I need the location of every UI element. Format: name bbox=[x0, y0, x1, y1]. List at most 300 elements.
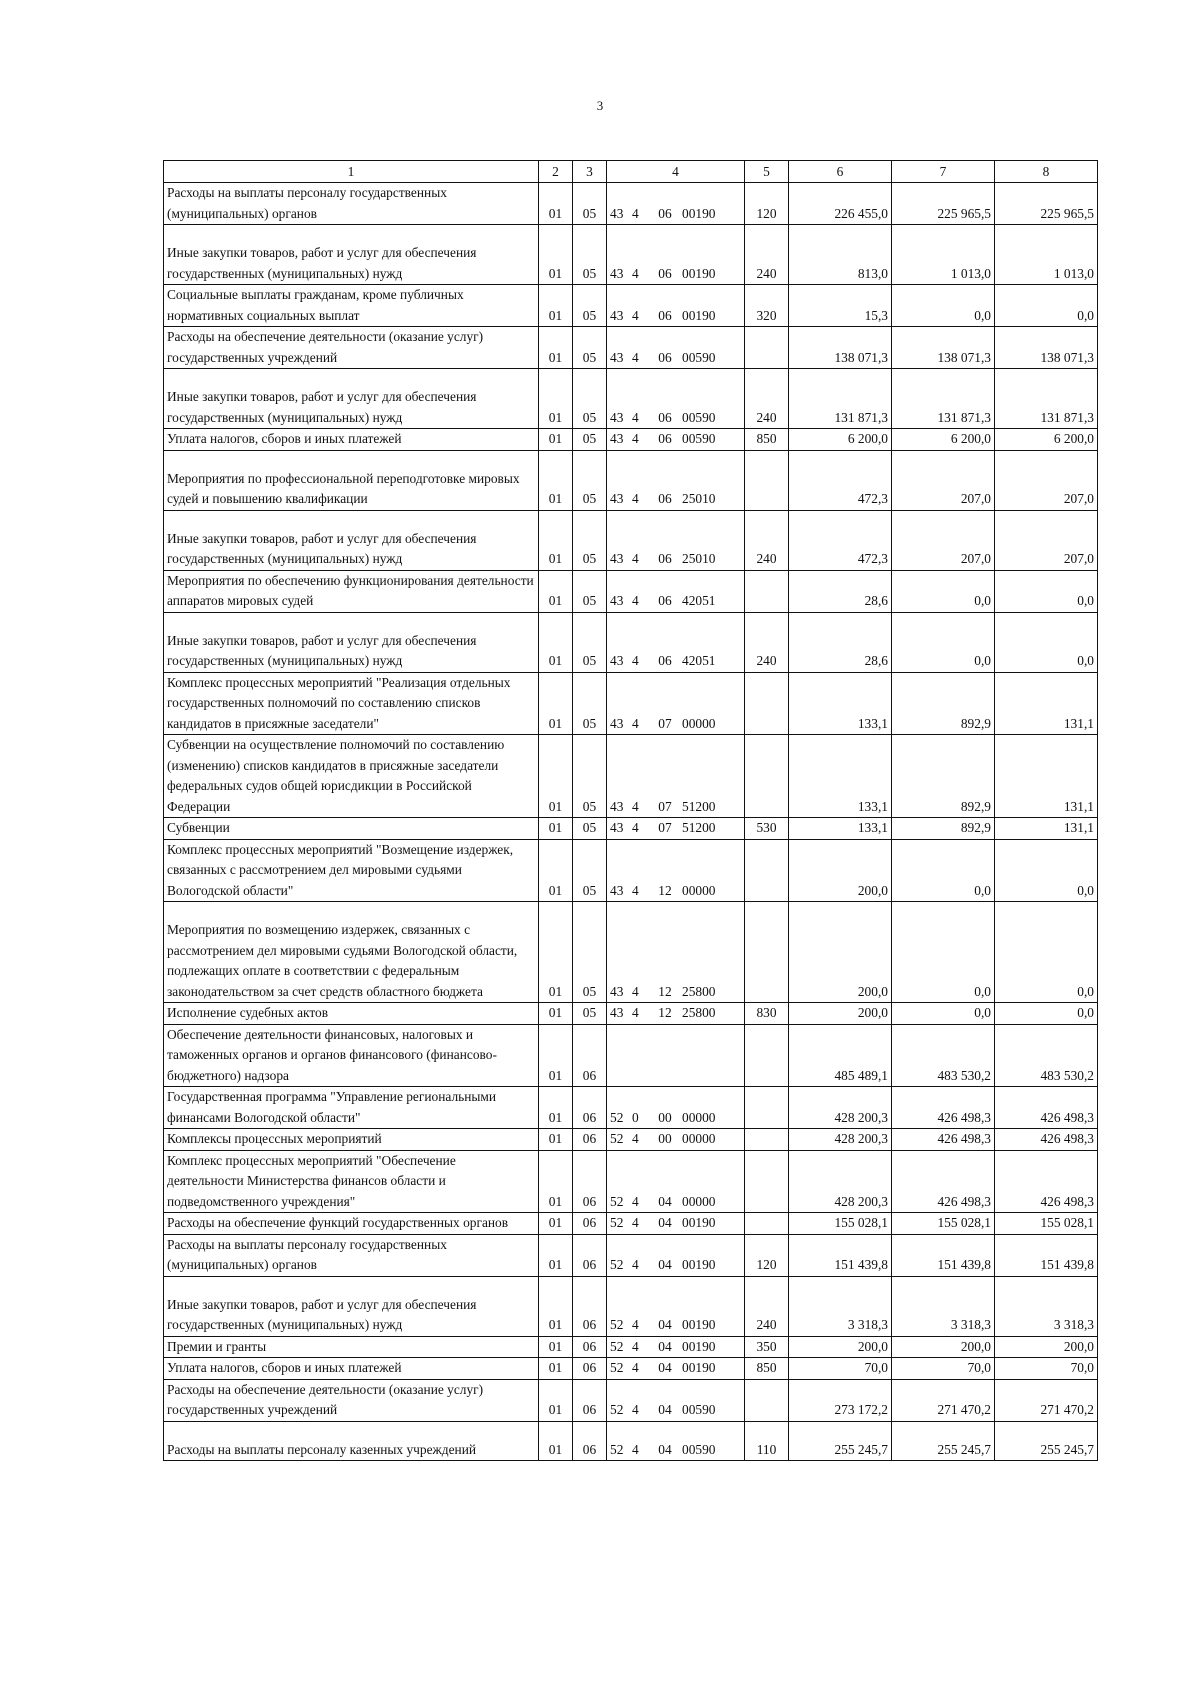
section-code-cell: 01 bbox=[539, 1421, 573, 1461]
target-article-cell bbox=[607, 839, 745, 902]
table-row bbox=[164, 1234, 1098, 1276]
target-article-cell bbox=[607, 285, 745, 327]
amount-col7-cell: 426 498,3 bbox=[892, 1150, 995, 1213]
row-name-cell: Иные закупки товаров, работ и услуг для обеспечения государственных (муниципальных) нужд bbox=[164, 369, 539, 429]
target-article-part: 52 bbox=[610, 1441, 624, 1457]
subsection-code-cell: 06 bbox=[573, 1234, 607, 1276]
section-code-cell: 01 bbox=[539, 1087, 573, 1129]
target-article-part: 00590 bbox=[682, 1402, 716, 1417]
target-article-part: 12 bbox=[658, 1005, 672, 1020]
target-article-part: 4 bbox=[632, 653, 639, 668]
target-article-part: 43 bbox=[610, 307, 624, 323]
target-article-part: 43 bbox=[610, 409, 624, 425]
target-article-cell bbox=[607, 1234, 745, 1276]
amount-col7-cell: 0,0 bbox=[892, 570, 995, 612]
subsection-code-cell: 05 bbox=[573, 183, 607, 225]
table-row bbox=[164, 183, 1098, 225]
amount-col8-cell: 138 071,3 bbox=[995, 327, 1098, 369]
target-article-part: 00190 bbox=[682, 1360, 716, 1375]
target-article-part: 43 bbox=[610, 715, 624, 731]
amount-col7-cell: 0,0 bbox=[892, 1003, 995, 1025]
target-article-cell bbox=[607, 1276, 745, 1336]
target-article-part: 00000 bbox=[682, 1109, 716, 1125]
expense-type-cell bbox=[745, 902, 789, 1003]
expense-type-cell bbox=[745, 1129, 789, 1151]
header-cell-3: 3 bbox=[573, 161, 607, 183]
target-article-part: 04 bbox=[658, 1215, 672, 1230]
amount-col7-cell: 207,0 bbox=[892, 510, 995, 570]
amount-col7-cell: 6 200,0 bbox=[892, 429, 995, 451]
amount-col7-cell: 892,9 bbox=[892, 818, 995, 840]
amount-col7-cell: 200,0 bbox=[892, 1336, 995, 1358]
target-article-part: 4 bbox=[632, 307, 639, 323]
subsection-code-cell: 06 bbox=[573, 1421, 607, 1461]
section-code-cell: 01 bbox=[539, 1024, 573, 1087]
section-code-cell: 01 bbox=[539, 183, 573, 225]
amount-col8-cell: 6 200,0 bbox=[995, 429, 1098, 451]
expense-type-cell bbox=[745, 1379, 789, 1421]
target-article-part: 52 bbox=[610, 1317, 624, 1332]
section-code-cell: 01 bbox=[539, 1003, 573, 1025]
subsection-code-cell: 05 bbox=[573, 327, 607, 369]
expense-type-cell: 240 bbox=[745, 225, 789, 285]
target-article-part: 4 bbox=[632, 820, 639, 835]
target-article-part: 00000 bbox=[682, 1131, 716, 1146]
target-article-part: 25010 bbox=[682, 551, 716, 566]
section-code-cell: 01 bbox=[539, 735, 573, 818]
target-article-part: 06 bbox=[658, 307, 672, 323]
amount-col8-cell: 426 498,3 bbox=[995, 1087, 1098, 1129]
target-article-part: 4 bbox=[632, 715, 639, 731]
subsection-code-cell: 05 bbox=[573, 285, 607, 327]
section-code-cell: 01 bbox=[539, 327, 573, 369]
table-row bbox=[164, 225, 1098, 285]
target-article-cell bbox=[607, 1421, 745, 1461]
target-article-part: 43 bbox=[610, 491, 624, 506]
target-article-cell bbox=[607, 902, 745, 1003]
amount-col8-cell: 3 318,3 bbox=[995, 1276, 1098, 1336]
table-row bbox=[164, 1421, 1098, 1461]
row-name-cell: Исполнение судебных актов bbox=[164, 1003, 539, 1025]
section-code-cell: 01 bbox=[539, 1379, 573, 1421]
target-article-part: 04 bbox=[658, 1257, 672, 1272]
subsection-code-cell: 05 bbox=[573, 429, 607, 451]
subsection-code-cell: 06 bbox=[573, 1358, 607, 1380]
target-article-part: 4 bbox=[632, 1402, 639, 1417]
amount-col7-cell: 255 245,7 bbox=[892, 1421, 995, 1461]
target-article-part: 4 bbox=[632, 593, 639, 608]
target-article-cell bbox=[607, 818, 745, 840]
expense-type-cell: 110 bbox=[745, 1421, 789, 1461]
target-article-part: 42051 bbox=[682, 593, 716, 608]
target-article-part: 12 bbox=[658, 983, 672, 999]
subsection-code-cell: 05 bbox=[573, 612, 607, 672]
target-article-part: 00190 bbox=[682, 1338, 716, 1354]
target-article-cell bbox=[607, 570, 745, 612]
section-code-cell: 01 bbox=[539, 570, 573, 612]
target-article-part: 00190 bbox=[682, 1215, 716, 1230]
row-name-cell: Расходы на обеспечение функций государственных органов bbox=[164, 1213, 539, 1235]
amount-col8-cell: 131,1 bbox=[995, 672, 1098, 735]
amount-col6-cell: 273 172,2 bbox=[789, 1379, 892, 1421]
row-name-cell: Социальные выплаты гражданам, кроме публичных нормативных социальных выплат bbox=[164, 285, 539, 327]
target-article-part: 04 bbox=[658, 1441, 672, 1457]
target-article-part: 0 bbox=[632, 1109, 639, 1125]
target-article-part: 00190 bbox=[682, 205, 716, 221]
table-row bbox=[164, 839, 1098, 902]
subsection-code-cell: 05 bbox=[573, 450, 607, 510]
target-article-part: 06 bbox=[658, 349, 672, 365]
target-article-cell bbox=[607, 1087, 745, 1129]
target-article-part: 52 bbox=[610, 1338, 624, 1354]
subsection-code-cell: 05 bbox=[573, 510, 607, 570]
target-article-part: 4 bbox=[632, 491, 639, 506]
amount-col8-cell: 131 871,3 bbox=[995, 369, 1098, 429]
target-article-part: 4 bbox=[632, 983, 639, 999]
amount-col8-cell: 207,0 bbox=[995, 510, 1098, 570]
target-article-part: 06 bbox=[658, 409, 672, 425]
table-row bbox=[164, 285, 1098, 327]
subsection-code-cell: 06 bbox=[573, 1129, 607, 1151]
amount-col7-cell: 1 013,0 bbox=[892, 225, 995, 285]
target-article-part: 4 bbox=[632, 431, 639, 446]
target-article-part: 04 bbox=[658, 1193, 672, 1209]
subsection-code-cell: 05 bbox=[573, 839, 607, 902]
amount-col8-cell: 426 498,3 bbox=[995, 1129, 1098, 1151]
target-article-part: 07 bbox=[658, 798, 672, 814]
target-article-part: 00190 bbox=[682, 307, 716, 323]
section-code-cell: 01 bbox=[539, 1358, 573, 1380]
amount-col8-cell: 0,0 bbox=[995, 570, 1098, 612]
target-article-part: 4 bbox=[632, 205, 639, 221]
row-name-cell: Обеспечение деятельности финансовых, налоговых и таможенных органов и органов финансового (финансово-бюджетного) надзора bbox=[164, 1024, 539, 1087]
row-name-cell: Расходы на обеспечение деятельности (оказание услуг) государственных учреждений bbox=[164, 1379, 539, 1421]
target-article-part: 25010 bbox=[682, 491, 716, 506]
target-article-part: 42051 bbox=[682, 653, 716, 668]
target-article-part: 43 bbox=[610, 593, 624, 608]
subsection-code-cell: 05 bbox=[573, 902, 607, 1003]
target-article-part: 07 bbox=[658, 820, 672, 835]
expense-type-cell bbox=[745, 570, 789, 612]
amount-col6-cell: 428 200,3 bbox=[789, 1150, 892, 1213]
section-code-cell: 01 bbox=[539, 1276, 573, 1336]
amount-col8-cell: 131,1 bbox=[995, 818, 1098, 840]
table-row bbox=[164, 429, 1098, 451]
expense-type-cell bbox=[745, 1087, 789, 1129]
amount-col7-cell: 892,9 bbox=[892, 735, 995, 818]
target-article-part: 52 bbox=[610, 1215, 624, 1230]
section-code-cell: 01 bbox=[539, 839, 573, 902]
table-row bbox=[164, 735, 1098, 818]
table-row bbox=[164, 1276, 1098, 1336]
amount-col7-cell: 225 965,5 bbox=[892, 183, 995, 225]
target-article-part: 43 bbox=[610, 798, 624, 814]
subsection-code-cell: 06 bbox=[573, 1336, 607, 1358]
amount-col8-cell: 426 498,3 bbox=[995, 1150, 1098, 1213]
header-cell-7: 7 bbox=[892, 161, 995, 183]
amount-col7-cell: 0,0 bbox=[892, 612, 995, 672]
target-article-cell bbox=[607, 1358, 745, 1380]
target-article-part: 43 bbox=[610, 820, 624, 835]
amount-col7-cell: 271 470,2 bbox=[892, 1379, 995, 1421]
target-article-part: 12 bbox=[658, 882, 672, 898]
table-body bbox=[164, 183, 1098, 1461]
target-article-part: 06 bbox=[658, 491, 672, 506]
amount-col6-cell: 200,0 bbox=[789, 839, 892, 902]
amount-col7-cell: 483 530,2 bbox=[892, 1024, 995, 1087]
table-row bbox=[164, 612, 1098, 672]
target-article-part: 4 bbox=[632, 1215, 639, 1230]
amount-col6-cell: 200,0 bbox=[789, 902, 892, 1003]
amount-col6-cell: 813,0 bbox=[789, 225, 892, 285]
header-row bbox=[164, 161, 1098, 183]
section-code-cell: 01 bbox=[539, 1336, 573, 1358]
subsection-code-cell: 05 bbox=[573, 570, 607, 612]
table-row bbox=[164, 1003, 1098, 1025]
amount-col6-cell: 133,1 bbox=[789, 672, 892, 735]
amount-col6-cell: 200,0 bbox=[789, 1003, 892, 1025]
target-article-part: 4 bbox=[632, 882, 639, 898]
target-article-part: 06 bbox=[658, 431, 672, 446]
amount-col6-cell: 255 245,7 bbox=[789, 1421, 892, 1461]
section-code-cell: 01 bbox=[539, 1150, 573, 1213]
header-cell-8: 8 bbox=[995, 161, 1098, 183]
target-article-part: 00000 bbox=[682, 882, 716, 898]
expense-type-cell: 240 bbox=[745, 612, 789, 672]
target-article-part: 04 bbox=[658, 1338, 672, 1354]
amount-col6-cell: 428 200,3 bbox=[789, 1129, 892, 1151]
row-name-cell: Мероприятия по возмещению издержек, связанных с рассмотрением дел мировыми судьями Вологодской области, подлежащих оплате в соответствии с федеральным законодательством за счет средств областного бюджета bbox=[164, 902, 539, 1003]
row-name-cell: Комплексы процессных мероприятий bbox=[164, 1129, 539, 1151]
target-article-part: 52 bbox=[610, 1360, 624, 1375]
target-article-cell bbox=[607, 672, 745, 735]
amount-col6-cell: 28,6 bbox=[789, 612, 892, 672]
subsection-code-cell: 05 bbox=[573, 225, 607, 285]
row-name-cell: Иные закупки товаров, работ и услуг для обеспечения государственных (муниципальных) нужд bbox=[164, 225, 539, 285]
target-article-cell bbox=[607, 369, 745, 429]
amount-col6-cell: 28,6 bbox=[789, 570, 892, 612]
subsection-code-cell: 06 bbox=[573, 1024, 607, 1087]
amount-col7-cell: 70,0 bbox=[892, 1358, 995, 1380]
amount-col7-cell: 426 498,3 bbox=[892, 1129, 995, 1151]
target-article-part: 00000 bbox=[682, 1193, 716, 1209]
amount-col8-cell: 155 028,1 bbox=[995, 1213, 1098, 1235]
target-article-part: 4 bbox=[632, 409, 639, 425]
amount-col8-cell: 225 965,5 bbox=[995, 183, 1098, 225]
amount-col7-cell: 138 071,3 bbox=[892, 327, 995, 369]
amount-col7-cell: 0,0 bbox=[892, 285, 995, 327]
target-article-part: 52 bbox=[610, 1193, 624, 1209]
target-article-cell bbox=[607, 1150, 745, 1213]
target-article-part: 43 bbox=[610, 1005, 624, 1020]
amount-col8-cell: 0,0 bbox=[995, 612, 1098, 672]
amount-col8-cell: 0,0 bbox=[995, 285, 1098, 327]
target-article-part: 4 bbox=[632, 798, 639, 814]
section-code-cell: 01 bbox=[539, 1129, 573, 1151]
amount-col7-cell: 892,9 bbox=[892, 672, 995, 735]
table-row bbox=[164, 1087, 1098, 1129]
target-article-cell bbox=[607, 327, 745, 369]
target-article-part: 4 bbox=[632, 1257, 639, 1272]
amount-col6-cell: 6 200,0 bbox=[789, 429, 892, 451]
table-row bbox=[164, 1150, 1098, 1213]
table-row bbox=[164, 1379, 1098, 1421]
section-code-cell: 01 bbox=[539, 285, 573, 327]
target-article-part: 00000 bbox=[682, 715, 716, 731]
section-code-cell: 01 bbox=[539, 672, 573, 735]
row-name-cell: Расходы на обеспечение деятельности (оказание услуг) государственных учреждений bbox=[164, 327, 539, 369]
row-name-cell: Иные закупки товаров, работ и услуг для обеспечения государственных (муниципальных) нужд bbox=[164, 1276, 539, 1336]
amount-col8-cell: 131,1 bbox=[995, 735, 1098, 818]
row-name-cell: Уплата налогов, сборов и иных платежей bbox=[164, 429, 539, 451]
table-row bbox=[164, 369, 1098, 429]
amount-col6-cell: 131 871,3 bbox=[789, 369, 892, 429]
section-code-cell: 01 bbox=[539, 225, 573, 285]
table-row bbox=[164, 1024, 1098, 1087]
amount-col8-cell: 0,0 bbox=[995, 839, 1098, 902]
table-row bbox=[164, 510, 1098, 570]
target-article-cell bbox=[607, 1129, 745, 1151]
target-article-part: 00590 bbox=[682, 1441, 716, 1457]
section-code-cell: 01 bbox=[539, 1234, 573, 1276]
target-article-part: 00 bbox=[658, 1131, 672, 1146]
target-article-part: 4 bbox=[632, 1338, 639, 1354]
amount-col8-cell: 255 245,7 bbox=[995, 1421, 1098, 1461]
subsection-code-cell: 06 bbox=[573, 1276, 607, 1336]
amount-col8-cell: 151 439,8 bbox=[995, 1234, 1098, 1276]
amount-col7-cell: 155 028,1 bbox=[892, 1213, 995, 1235]
amount-col8-cell: 0,0 bbox=[995, 902, 1098, 1003]
amount-col6-cell: 3 318,3 bbox=[789, 1276, 892, 1336]
expense-type-cell: 240 bbox=[745, 369, 789, 429]
target-article-part: 00190 bbox=[682, 265, 716, 281]
amount-col7-cell: 207,0 bbox=[892, 450, 995, 510]
target-article-part: 4 bbox=[632, 1360, 639, 1375]
amount-col8-cell: 200,0 bbox=[995, 1336, 1098, 1358]
target-article-part: 00190 bbox=[682, 1317, 716, 1332]
table-row bbox=[164, 327, 1098, 369]
page-number: 3 bbox=[596, 98, 604, 113]
expense-type-cell bbox=[745, 839, 789, 902]
target-article-part: 4 bbox=[632, 1005, 639, 1020]
target-article-part: 43 bbox=[610, 551, 624, 566]
target-article-cell bbox=[607, 1024, 745, 1087]
target-article-part: 4 bbox=[632, 1131, 639, 1146]
target-article-cell bbox=[607, 183, 745, 225]
section-code-cell: 01 bbox=[539, 429, 573, 451]
expense-type-cell bbox=[745, 450, 789, 510]
section-code-cell: 01 bbox=[539, 450, 573, 510]
row-name-cell: Государственная программа "Управление региональными финансами Вологодской области" bbox=[164, 1087, 539, 1129]
target-article-part: 4 bbox=[632, 1441, 639, 1457]
amount-col8-cell: 0,0 bbox=[995, 1003, 1098, 1025]
header-cell-5: 5 bbox=[745, 161, 789, 183]
expense-type-cell: 240 bbox=[745, 510, 789, 570]
header-cell-6: 6 bbox=[789, 161, 892, 183]
target-article-part: 06 bbox=[658, 551, 672, 566]
target-article-part: 06 bbox=[658, 265, 672, 281]
table-row bbox=[164, 672, 1098, 735]
section-code-cell: 01 bbox=[539, 369, 573, 429]
expense-type-cell bbox=[745, 1024, 789, 1087]
target-article-part: 43 bbox=[610, 983, 624, 999]
amount-col6-cell: 485 489,1 bbox=[789, 1024, 892, 1087]
amount-col6-cell: 155 028,1 bbox=[789, 1213, 892, 1235]
section-code-cell: 01 bbox=[539, 818, 573, 840]
target-article-part: 4 bbox=[632, 1317, 639, 1332]
target-article-part: 07 bbox=[658, 715, 672, 731]
amount-col6-cell: 133,1 bbox=[789, 735, 892, 818]
section-code-cell: 01 bbox=[539, 510, 573, 570]
row-name-cell: Мероприятия по обеспечению функционирования деятельности аппаратов мировых судей bbox=[164, 570, 539, 612]
amount-col7-cell: 3 318,3 bbox=[892, 1276, 995, 1336]
amount-col6-cell: 226 455,0 bbox=[789, 183, 892, 225]
row-name-cell: Комплекс процессных мероприятий "Возмещение издержек, связанных с рассмотрением дел мировыми судьями Вологодской области" bbox=[164, 839, 539, 902]
header-cell-4: 4 bbox=[607, 161, 745, 183]
expense-type-cell bbox=[745, 735, 789, 818]
target-article-part: 43 bbox=[610, 265, 624, 281]
amount-col6-cell: 472,3 bbox=[789, 450, 892, 510]
row-name-cell: Иные закупки товаров, работ и услуг для обеспечения государственных (муниципальных) нужд bbox=[164, 510, 539, 570]
target-article-cell bbox=[607, 1213, 745, 1235]
subsection-code-cell: 05 bbox=[573, 818, 607, 840]
row-name-cell: Уплата налогов, сборов и иных платежей bbox=[164, 1358, 539, 1380]
target-article-part: 52 bbox=[610, 1131, 624, 1146]
section-code-cell: 01 bbox=[539, 1213, 573, 1235]
target-article-cell bbox=[607, 612, 745, 672]
subsection-code-cell: 05 bbox=[573, 672, 607, 735]
amount-col6-cell: 133,1 bbox=[789, 818, 892, 840]
expense-type-cell: 120 bbox=[745, 1234, 789, 1276]
target-article-part: 43 bbox=[610, 431, 624, 446]
row-name-cell: Мероприятия по профессиональной переподготовке мировых судей и повышению квалификации bbox=[164, 450, 539, 510]
amount-col8-cell: 207,0 bbox=[995, 450, 1098, 510]
target-article-cell bbox=[607, 1379, 745, 1421]
target-article-part: 4 bbox=[632, 349, 639, 365]
expense-type-cell: 830 bbox=[745, 1003, 789, 1025]
expense-type-cell: 320 bbox=[745, 285, 789, 327]
header-cell-1: 1 bbox=[164, 161, 539, 183]
table-row bbox=[164, 450, 1098, 510]
target-article-part: 25800 bbox=[682, 983, 716, 999]
subsection-code-cell: 06 bbox=[573, 1087, 607, 1129]
target-article-part: 4 bbox=[632, 1193, 639, 1209]
target-article-part: 25800 bbox=[682, 1005, 716, 1020]
expense-type-cell: 120 bbox=[745, 183, 789, 225]
amount-col8-cell: 483 530,2 bbox=[995, 1024, 1098, 1087]
row-name-cell: Расходы на выплаты персоналу казенных учреждений bbox=[164, 1421, 539, 1461]
expense-type-cell: 530 bbox=[745, 818, 789, 840]
row-name-cell: Субвенции bbox=[164, 818, 539, 840]
target-article-part: 4 bbox=[632, 551, 639, 566]
subsection-code-cell: 05 bbox=[573, 735, 607, 818]
expense-type-cell: 850 bbox=[745, 1358, 789, 1380]
budget-table bbox=[163, 160, 1098, 1461]
target-article-part: 00590 bbox=[682, 431, 716, 446]
amount-col6-cell: 200,0 bbox=[789, 1336, 892, 1358]
subsection-code-cell: 06 bbox=[573, 1150, 607, 1213]
table-row bbox=[164, 902, 1098, 1003]
table-row bbox=[164, 1358, 1098, 1380]
section-code-cell: 01 bbox=[539, 612, 573, 672]
row-name-cell: Расходы на выплаты персоналу государственных (муниципальных) органов bbox=[164, 183, 539, 225]
table-row bbox=[164, 570, 1098, 612]
expense-type-cell bbox=[745, 672, 789, 735]
target-article-part: 43 bbox=[610, 653, 624, 668]
row-name-cell: Премии и гранты bbox=[164, 1336, 539, 1358]
target-article-part: 52 bbox=[610, 1109, 624, 1125]
amount-col8-cell: 1 013,0 bbox=[995, 225, 1098, 285]
